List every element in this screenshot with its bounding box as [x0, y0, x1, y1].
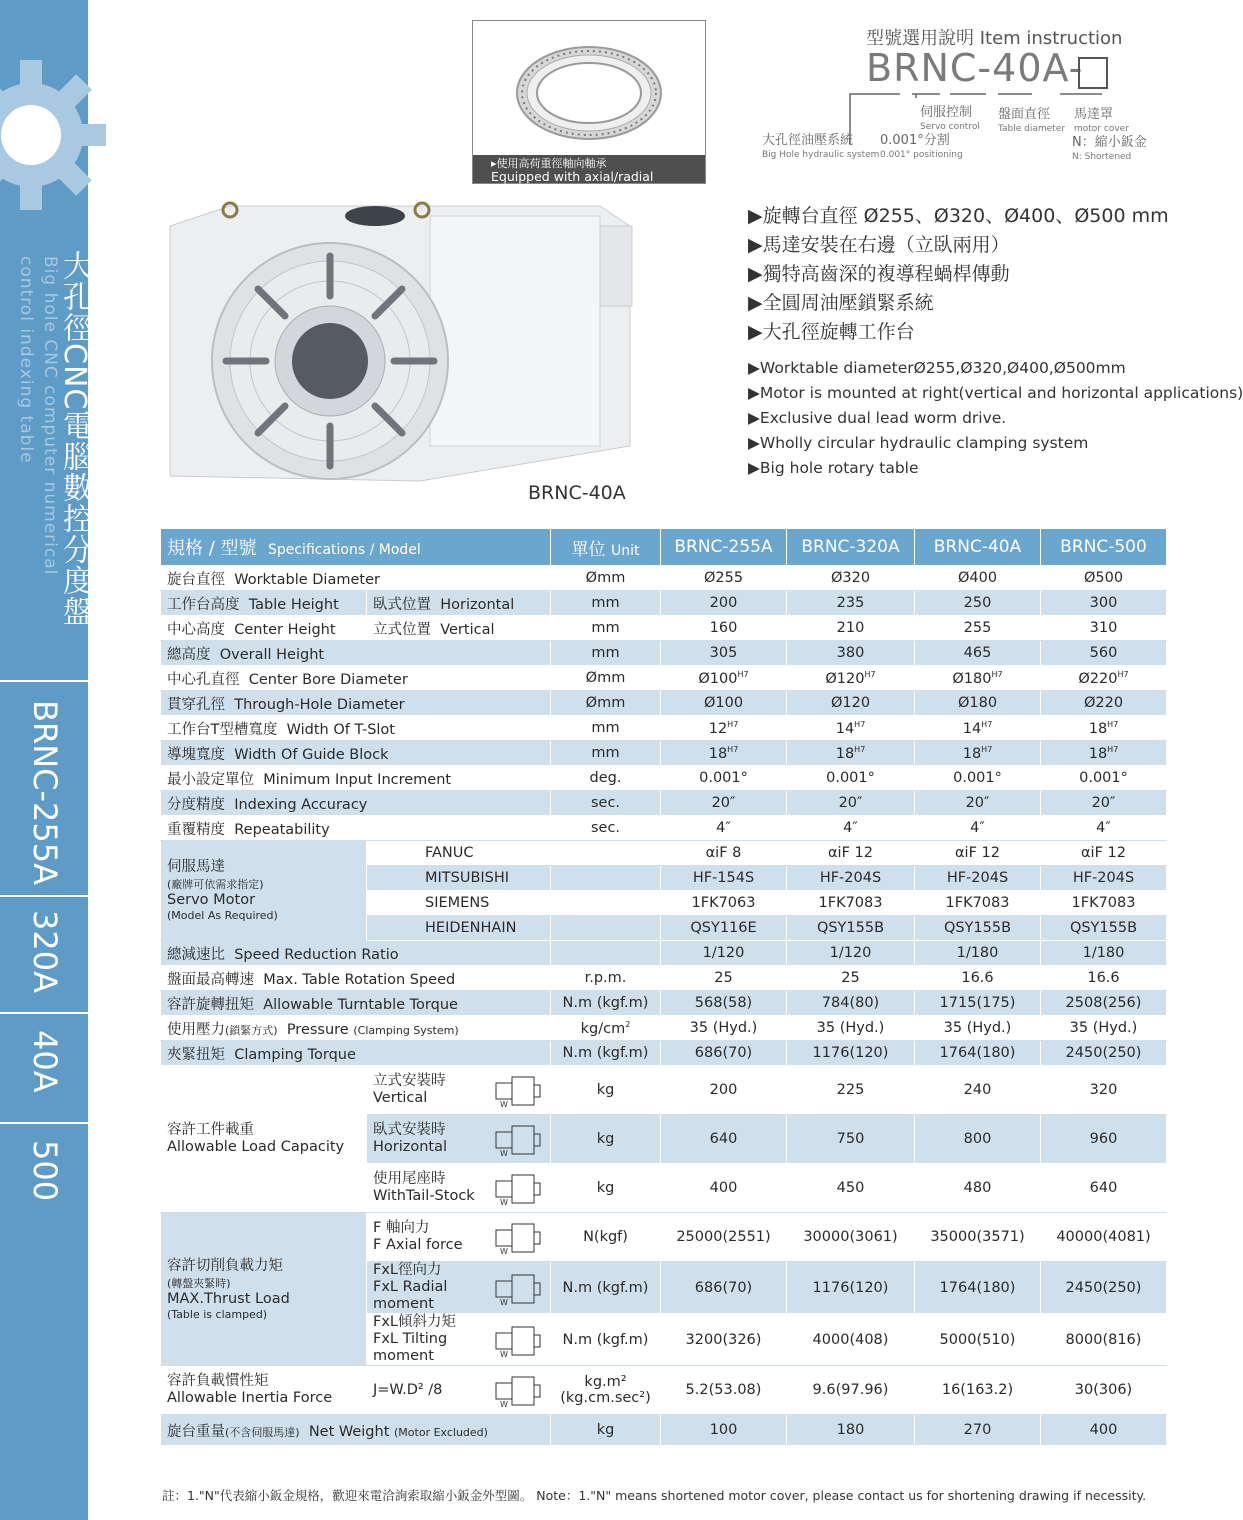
- value-cell: 450: [787, 1164, 915, 1213]
- spec-label: 總高度 Overall Height: [161, 641, 551, 666]
- note-motor: 馬達罩 motor cover: [1074, 107, 1129, 134]
- value-cell: 1/120: [661, 941, 787, 966]
- unit-cell: [551, 891, 661, 916]
- unit-cell: r.p.m.: [551, 966, 661, 991]
- value-cell: 686(70): [661, 1262, 787, 1314]
- inertia-formula: J=W.D² /8 W: [367, 1366, 551, 1415]
- value-cell: HF-204S: [915, 866, 1041, 891]
- table-body: [161, 566, 1167, 1446]
- value-cell: 1/120: [787, 941, 915, 966]
- unit-cell: [551, 941, 661, 966]
- value-cell: $18^{H7}$: [661, 741, 787, 766]
- servo-label: 伺服馬達 (廠牌可依需求指定) Servo Motor (Model As Required): [161, 841, 367, 941]
- svg-text:W: W: [500, 1247, 508, 1256]
- value-cell: HF-204S: [1041, 866, 1167, 891]
- spec-label: 盤面最高轉速 Max. Table Rotation Speed: [161, 966, 551, 991]
- value-cell: 25000(2551): [661, 1213, 787, 1262]
- value-cell: 640: [1041, 1164, 1167, 1213]
- value-cell: 0.001°: [661, 766, 787, 791]
- side-model-255a: BRNC-255A: [26, 700, 64, 885]
- table-row: [161, 966, 1167, 991]
- value-cell: 270: [915, 1415, 1041, 1446]
- value-cell: 35000(3571): [915, 1213, 1041, 1262]
- value-cell: 1FK7083: [915, 891, 1041, 916]
- svg-text:W: W: [500, 1297, 508, 1307]
- value-cell: 310: [1041, 616, 1167, 641]
- value-cell: $12^{H7}$: [661, 716, 787, 741]
- unit-cell: kg: [551, 1066, 661, 1115]
- value-cell: 250: [915, 591, 1041, 616]
- value-cell: $18^{H7}$: [1041, 741, 1167, 766]
- value-cell: 686(70): [661, 1041, 787, 1066]
- value-cell: 1764(180): [915, 1041, 1041, 1066]
- value-cell: 225: [787, 1066, 915, 1115]
- position-label: 臥式位置 Horizontal: [367, 591, 551, 616]
- value-cell: 100: [661, 1415, 787, 1446]
- side-title-zh: 大孔徑CNC電腦數控分度盤: [57, 250, 92, 628]
- unit-cell: [551, 916, 661, 941]
- value-cell: αiF 12: [1041, 841, 1167, 866]
- value-cell: $Ø120^{H7}$: [787, 666, 915, 691]
- value-cell: 4″: [661, 816, 787, 841]
- value-cell: 180: [787, 1415, 915, 1446]
- unit-cell: mm: [551, 591, 661, 616]
- value-cell: 4000(408): [787, 1314, 915, 1366]
- value-cell: 0.001°: [1041, 766, 1167, 791]
- header-model: BRNC-320A: [787, 529, 915, 566]
- bearing-caption-en: Equipped with axial/radial bearings: [491, 169, 654, 197]
- side-model-500: 500: [26, 1140, 64, 1202]
- spec-label: 重覆精度 Repeatability: [161, 816, 551, 841]
- value-cell: 0.001°: [787, 766, 915, 791]
- side-divider: [0, 1012, 88, 1014]
- unit-cell: deg.: [551, 766, 661, 791]
- value-cell: Ø100: [661, 691, 787, 716]
- unit-cell: Ømm: [551, 566, 661, 591]
- spec-label: 中心高度 Center Height: [161, 616, 367, 641]
- bearing-caption: [473, 155, 705, 197]
- inertia-label: 容許負載慣性矩 Allowable Inertia Force: [161, 1366, 367, 1415]
- unit-cell: [551, 841, 661, 866]
- value-cell: 1FK7083: [1041, 891, 1167, 916]
- value-cell: 25: [661, 966, 787, 991]
- value-cell: 200: [661, 1066, 787, 1115]
- table-row: [161, 666, 1167, 691]
- load-sub-label: 立式安裝時 Vertical W: [367, 1066, 551, 1115]
- value-cell: 210: [787, 616, 915, 641]
- value-cell: 1764(180): [915, 1262, 1041, 1314]
- unit-cell: mm: [551, 716, 661, 741]
- bearing-image-box: [472, 20, 706, 197]
- value-cell: 9.6(97.96): [787, 1366, 915, 1415]
- value-cell: Ø320: [787, 566, 915, 591]
- value-cell: 320: [1041, 1066, 1167, 1115]
- features-zh: [748, 202, 1169, 347]
- table-row: [161, 1213, 1167, 1262]
- value-cell: 305: [661, 641, 787, 666]
- mounting-diagram-icon: [488, 1321, 544, 1359]
- value-cell: 2450(250): [1041, 1262, 1167, 1314]
- unit-cell: $kg/cm^2$: [551, 1016, 661, 1041]
- side-title-en-line1: Big hole CNC computer numerical: [40, 256, 60, 576]
- spec-label: 工作台T型槽寬度 Width Of T-Slot: [161, 716, 551, 741]
- table-row: [161, 1415, 1167, 1446]
- header-spec: 規格 / 型號 Specifications / Model: [161, 529, 551, 566]
- feature-zh-item: ▶馬達安裝在右邊（立臥兩用）: [748, 234, 1010, 256]
- value-cell: QSY155B: [787, 916, 915, 941]
- value-cell: 1/180: [915, 941, 1041, 966]
- unit-cell: sec.: [551, 791, 661, 816]
- feature-en-item: ▶Worktable diameterØ255,Ø320,Ø400,Ø500mm: [748, 359, 1126, 377]
- value-cell: 1/180: [1041, 941, 1167, 966]
- value-cell: 235: [787, 591, 915, 616]
- side-divider: [0, 680, 88, 682]
- svg-text:W: W: [500, 1400, 508, 1409]
- spec-label: 導塊寬度 Width Of Guide Block: [161, 741, 551, 766]
- value-cell: 400: [661, 1164, 787, 1213]
- value-cell: HF-154S: [661, 866, 787, 891]
- value-cell: Ø400: [915, 566, 1041, 591]
- machine-image: [160, 196, 640, 486]
- value-cell: $18^{H7}$: [1041, 716, 1167, 741]
- value-cell: 16.6: [915, 966, 1041, 991]
- unit-cell: kg: [551, 1164, 661, 1213]
- unit-cell: kg: [551, 1115, 661, 1164]
- value-cell: $Ø180^{H7}$: [915, 666, 1041, 691]
- table-row: [161, 566, 1167, 591]
- value-cell: QSY155B: [915, 916, 1041, 941]
- value-cell: Ø120: [787, 691, 915, 716]
- value-cell: QSY116E: [661, 916, 787, 941]
- thrust-sub-label: FxL徑向力 FxL Radial moment W: [367, 1262, 551, 1314]
- side-model-40a: 40A: [26, 1030, 64, 1093]
- feature-zh-item: ▶全圓周油壓鎖緊系統: [748, 292, 934, 314]
- value-cell: 1FK7063: [661, 891, 787, 916]
- unit-cell: mm: [551, 741, 661, 766]
- unit-cell: kg.m² (kg.cm.sec²): [551, 1366, 661, 1415]
- value-cell: 480: [915, 1164, 1041, 1213]
- value-cell: 4″: [787, 816, 915, 841]
- value-cell: αiF 12: [787, 841, 915, 866]
- spec-label: 容許旋轉扭矩 Allowable Turntable Torque: [161, 991, 551, 1016]
- features-en: [748, 356, 1243, 481]
- value-cell: αiF 8: [661, 841, 787, 866]
- side-title-en-line2: control indexing table: [16, 256, 36, 464]
- table-row: [161, 941, 1167, 966]
- table-row: [161, 616, 1167, 641]
- value-cell: QSY155B: [1041, 916, 1167, 941]
- unit-cell: N.m (kgf.m): [551, 991, 661, 1016]
- table-row: [161, 816, 1167, 841]
- feature-en-item: ▶Wholly circular hydraulic clamping system: [748, 434, 1089, 452]
- value-cell: 35 (Hyd.): [915, 1016, 1041, 1041]
- value-cell: 1176(120): [787, 1262, 915, 1314]
- unit-cell: mm: [551, 616, 661, 641]
- value-cell: 5000(510): [915, 1314, 1041, 1366]
- table-header: [161, 529, 1167, 566]
- table-row: [161, 716, 1167, 741]
- bearing-caption-zh: ▸使用高荷重徑軸向軸承: [491, 157, 607, 170]
- value-cell: 2508(256): [1041, 991, 1167, 1016]
- mounting-diagram-icon: [488, 1218, 544, 1256]
- value-cell: 1FK7083: [787, 891, 915, 916]
- mounting-diagram-icon: [488, 1169, 544, 1207]
- value-cell: 16(163.2): [915, 1366, 1041, 1415]
- value-cell: 35 (Hyd.): [787, 1016, 915, 1041]
- spec-label: 旋台直徑 Worktable Diameter: [161, 566, 551, 591]
- value-cell: 568(58): [661, 991, 787, 1016]
- svg-text:W: W: [500, 1100, 508, 1109]
- spec-label: 中心孔直徑 Center Bore Diameter: [161, 666, 551, 691]
- value-cell: 5.2(53.08): [661, 1366, 787, 1415]
- table-row: [161, 741, 1167, 766]
- unit-cell: N(kgf): [551, 1213, 661, 1262]
- value-cell: 160: [661, 616, 787, 641]
- svg-text:W: W: [500, 1349, 508, 1359]
- note-table: 盤面直徑 Table diameter: [998, 107, 1065, 134]
- spec-label: 分度精度 Indexing Accuracy: [161, 791, 551, 816]
- thrust-sub-label: FxL傾斜力矩 FxL Tilting moment W: [367, 1314, 551, 1366]
- header-model: BRNC-40A: [915, 529, 1041, 566]
- mounting-diagram-icon: [488, 1371, 544, 1409]
- thrust-label: 容許切削負載力矩 (轉盤夾緊時) MAX.Thrust Load (Table is clamped): [161, 1213, 367, 1366]
- table-row: [161, 991, 1167, 1016]
- value-cell: 255: [915, 616, 1041, 641]
- footnote: 註：1."N"代表縮小鈑金規格，歡迎來電洽詢索取縮小鈑金外型圖。 Note：1."N" means shortened motor cover, please contact us for shortening drawing if necessity.: [162, 1488, 1147, 1503]
- table-row: [161, 1066, 1167, 1115]
- value-cell: Ø180: [915, 691, 1041, 716]
- position-label: 立式位置 Vertical: [367, 616, 551, 641]
- unit-cell: [551, 866, 661, 891]
- feature-zh-item: ▶獨特高齒深的複導程蝸桿傳動: [748, 263, 1010, 285]
- value-cell: $14^{H7}$: [787, 716, 915, 741]
- value-cell: 20″: [787, 791, 915, 816]
- value-cell: 465: [915, 641, 1041, 666]
- value-cell: $Ø220^{H7}$: [1041, 666, 1167, 691]
- bearing-image: [473, 21, 705, 155]
- value-cell: $14^{H7}$: [915, 716, 1041, 741]
- value-cell: 3200(326): [661, 1314, 787, 1366]
- value-cell: 380: [787, 641, 915, 666]
- table-row: [161, 1366, 1167, 1415]
- unit-cell: kg: [551, 1415, 661, 1446]
- value-cell: $18^{H7}$: [787, 741, 915, 766]
- thrust-sub-label: F 軸向力 F Axial force W: [367, 1213, 551, 1262]
- table-row: [161, 791, 1167, 816]
- load-sub-label: 使用尾座時 WithTail-Stock W: [367, 1164, 551, 1213]
- unit-cell: mm: [551, 641, 661, 666]
- note-hydraulic: 大孔徑油壓系統 Big Hole hydraulic system: [762, 133, 880, 160]
- value-cell: 200: [661, 591, 787, 616]
- feature-en-item: ▶Motor is mounted at right(vertical and horizontal applications): [748, 384, 1243, 402]
- value-cell: 300: [1041, 591, 1167, 616]
- header-model: BRNC-255A: [661, 529, 787, 566]
- value-cell: 400: [1041, 1415, 1167, 1446]
- value-cell: 40000(4081): [1041, 1213, 1167, 1262]
- note-shortened: N：縮小鈑金 N: Shortened: [1072, 135, 1147, 162]
- load-label: 容許工件載重 Allowable Load Capacity: [161, 1066, 367, 1213]
- feature-en-item: ▶Exclusive dual lead worm drive.: [748, 409, 1007, 427]
- brand-label: MITSUBISHI: [367, 866, 551, 891]
- item-model-code: BRNC-40A-: [866, 46, 1084, 90]
- spec-label: 最小設定單位 Minimum Input Increment: [161, 766, 551, 791]
- value-cell: Ø500: [1041, 566, 1167, 591]
- side-divider: [0, 895, 88, 897]
- value-cell: HF-204S: [787, 866, 915, 891]
- unit-cell: Ømm: [551, 666, 661, 691]
- value-cell: 560: [1041, 641, 1167, 666]
- svg-text:W: W: [500, 1149, 508, 1158]
- brand-label: SIEMENS: [367, 891, 551, 916]
- svg-text:W: W: [500, 1198, 508, 1207]
- load-sub-label: 臥式安裝時 Horizontal W: [367, 1115, 551, 1164]
- spec-table: [160, 528, 1167, 1446]
- spec-label: 旋台重量(不含伺服馬達) Net Weight (Motor Excluded): [161, 1415, 551, 1446]
- option-box: [1078, 57, 1108, 89]
- value-cell: 30(306): [1041, 1366, 1167, 1415]
- unit-cell: N.m (kgf.m): [551, 1041, 661, 1066]
- value-cell: 20″: [661, 791, 787, 816]
- mounting-diagram-icon: [488, 1071, 544, 1109]
- gear-icon: [0, 60, 106, 210]
- unit-cell: N.m (kgf.m): [551, 1262, 661, 1314]
- unit-cell: Ømm: [551, 691, 661, 716]
- value-cell: 8000(816): [1041, 1314, 1167, 1366]
- value-cell: 640: [661, 1115, 787, 1164]
- note-positioning: 0.001°分割 0.001° positioning: [880, 133, 963, 160]
- side-band: [0, 0, 92, 1520]
- value-cell: 20″: [915, 791, 1041, 816]
- spec-label: 總減速比 Speed Reduction Ratio: [161, 941, 551, 966]
- table-row: [161, 691, 1167, 716]
- value-cell: $18^{H7}$: [915, 741, 1041, 766]
- header-model: BRNC-500: [1041, 529, 1167, 566]
- brand-label: HEIDENHAIN: [367, 916, 551, 941]
- table-row: [161, 1041, 1167, 1066]
- value-cell: 1715(175): [915, 991, 1041, 1016]
- unit-cell: N.m (kgf.m): [551, 1314, 661, 1366]
- side-divider: [0, 1122, 88, 1124]
- value-cell: 1176(120): [787, 1041, 915, 1066]
- note-servo: 伺服控制 Servo control: [920, 105, 980, 132]
- mounting-diagram-icon: [488, 1269, 544, 1307]
- value-cell: $Ø100^{H7}$: [661, 666, 787, 691]
- value-cell: 30000(3061): [787, 1213, 915, 1262]
- value-cell: 800: [915, 1115, 1041, 1164]
- feature-zh-item: ▶旋轉台直徑 Ø255、Ø320、Ø400、Ø500 mm: [748, 205, 1169, 227]
- side-model-320a: 320A: [26, 910, 64, 993]
- table-row: [161, 1016, 1167, 1041]
- value-cell: 0.001°: [915, 766, 1041, 791]
- value-cell: αiF 12: [915, 841, 1041, 866]
- table-row: [161, 841, 1167, 866]
- item-instruction-title: 型號選用說明 Item instruction: [866, 28, 1123, 49]
- value-cell: 960: [1041, 1115, 1167, 1164]
- table-row: [161, 641, 1167, 666]
- brand-label: FANUC: [367, 841, 551, 866]
- value-cell: Ø255: [661, 566, 787, 591]
- value-cell: 25: [787, 966, 915, 991]
- value-cell: 4″: [1041, 816, 1167, 841]
- value-cell: 16.6: [1041, 966, 1167, 991]
- unit-cell: sec.: [551, 816, 661, 841]
- value-cell: 240: [915, 1066, 1041, 1115]
- feature-en-item: ▶Big hole rotary table: [748, 459, 919, 477]
- value-cell: 784(80): [787, 991, 915, 1016]
- spec-label: 夾緊扭矩 Clamping Torque: [161, 1041, 551, 1066]
- value-cell: 4″: [915, 816, 1041, 841]
- table-row: [161, 591, 1167, 616]
- value-cell: 750: [787, 1115, 915, 1164]
- spec-label: 使用壓力(鎖緊方式) Pressure (Clamping System): [161, 1016, 551, 1041]
- feature-zh-item: ▶大孔徑旋轉工作台: [748, 321, 915, 343]
- machine-caption: BRNC-40A: [528, 482, 626, 504]
- header-unit: 單位 Unit: [551, 529, 661, 566]
- spec-label: 貫穿孔徑 Through-Hole Diameter: [161, 691, 551, 716]
- mounting-diagram-icon: [488, 1120, 544, 1158]
- spec-label: 工作台高度 Table Height: [161, 591, 367, 616]
- value-cell: 35 (Hyd.): [1041, 1016, 1167, 1041]
- table-row: [161, 766, 1167, 791]
- value-cell: 20″: [1041, 791, 1167, 816]
- value-cell: 35 (Hyd.): [661, 1016, 787, 1041]
- value-cell: Ø220: [1041, 691, 1167, 716]
- value-cell: 2450(250): [1041, 1041, 1167, 1066]
